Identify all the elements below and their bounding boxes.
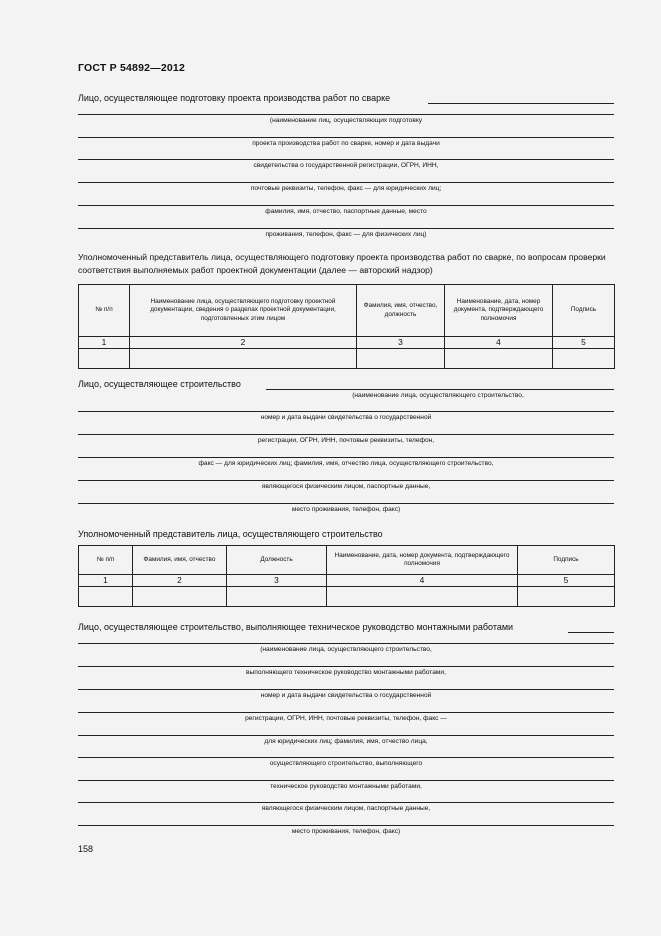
table-header-cell: № п/п (79, 285, 130, 337)
fill-line[interactable] (78, 689, 614, 690)
table-header-cell: Фамилия, имя, отчество, должность (357, 285, 445, 337)
column-number-cell: 4 (327, 575, 518, 587)
section3-label: Лицо, осуществляющее строительство (78, 379, 241, 389)
section5-label: Лицо, осуществляющее строительство, выполняющее техническое руководство монтажными работами (78, 622, 514, 632)
empty-cell[interactable] (518, 587, 615, 607)
column-number-cell: 5 (553, 337, 615, 349)
column-number-cell: 1 (79, 337, 130, 349)
empty-cell[interactable] (133, 587, 227, 607)
page-number: 158 (78, 844, 94, 854)
field-caption: (наименование лица, осуществляющего строительство, (260, 646, 432, 653)
fill-line[interactable] (78, 666, 614, 667)
document-header: ГОСТ Р 54892—2012 (78, 62, 186, 74)
empty-cell[interactable] (130, 349, 357, 369)
section4-label: Уполномоченный представитель лица, осуществляющего строительство (78, 529, 383, 539)
field-caption: почтовые реквизиты, телефон, факс — для юридических лиц; (250, 185, 442, 192)
fill-line[interactable] (78, 780, 614, 781)
supervision-table (78, 284, 615, 369)
field-caption: место проживания, телефон, факс) (291, 506, 401, 513)
fill-line[interactable] (78, 159, 614, 160)
builder-representative-table (78, 545, 615, 607)
column-number-cell: 2 (130, 337, 357, 349)
field-caption: регистрации, ОГРН, ИНН, почтовые реквизиты, телефон, (257, 437, 435, 444)
empty-cell[interactable] (445, 349, 553, 369)
section3-fill-line[interactable] (266, 389, 614, 390)
table-header-cell: Фамилия, имя, отчество (133, 546, 227, 575)
column-number-cell: 3 (227, 575, 327, 587)
table-header-cell: Наименование лица, осуществляющего подготовку проектной документации, сведения о разделах проектной документации, подготовленных этим лицом (130, 285, 357, 337)
field-caption: регистрации, ОГРН, ИНН, почтовые реквизиты, телефон, факс — (245, 715, 447, 722)
table-header-cell: Наименование, дата, номер документа, подтверждающего полномочия (445, 285, 553, 337)
table-header-cell: Подпись (518, 546, 615, 575)
section5-fill-line[interactable] (568, 632, 614, 633)
fill-line[interactable] (78, 643, 614, 644)
fill-line[interactable] (78, 757, 614, 758)
fill-line[interactable] (78, 480, 614, 481)
fill-line[interactable] (78, 825, 614, 826)
field-caption: проживания, телефон, факс — для физических лиц) (265, 231, 427, 238)
field-caption: осуществляющего строительство, выполняющего (269, 760, 423, 767)
fill-line[interactable] (78, 457, 614, 458)
field-caption: номер и дата выдачи свидетельства о государственной (260, 414, 432, 421)
fill-line[interactable] (78, 712, 614, 713)
field-caption: техническое руководство монтажными работами, (270, 783, 422, 790)
column-number-cell: 2 (133, 575, 227, 587)
field-caption: проекта производства работ по сварке, номер и дата выдачи (252, 140, 440, 147)
field-caption: являющегося физическим лицом, паспортные данные, (261, 805, 431, 812)
field-caption: являющегося физическим лицом, паспортные данные, (261, 483, 431, 490)
fill-line[interactable] (78, 411, 614, 412)
fill-line[interactable] (78, 503, 614, 504)
fill-line[interactable] (78, 735, 614, 736)
field-caption: свидетельства о государственной регистрации, ОГРН, ИНН, (253, 162, 439, 169)
field-caption: место проживания, телефон, факс) (291, 828, 401, 835)
empty-cell[interactable] (79, 587, 133, 607)
empty-cell[interactable] (79, 349, 130, 369)
fill-line[interactable] (78, 228, 614, 229)
table-header-cell: № п/п (79, 546, 133, 575)
author-supervision-paragraph: Уполномоченный представитель лица, осуществляющего подготовку проекта производства работ по сварке, по вопросам проверки соответствия выполняемых работ проектной документации (далее — авторский надзор) (78, 252, 606, 275)
empty-cell[interactable] (227, 587, 327, 607)
field-caption: для юридических лиц; фамилия, имя, отчество лица, (264, 738, 428, 745)
field-caption: факс — для юридических лиц; фамилия, имя, отчество лица, осуществляющего строительство, (198, 460, 494, 467)
section1-label: Лицо, осуществляющее подготовку проекта производства работ по сварке (78, 93, 391, 103)
field-caption: (наименование лиц, осуществляющих подготовку (269, 117, 423, 124)
field-caption: (наименование лица, осуществляющего строительство, (352, 392, 524, 399)
field-caption: номер и дата выдачи свидетельства о государственной (260, 692, 432, 699)
empty-cell[interactable] (553, 349, 615, 369)
fill-line[interactable] (78, 114, 614, 115)
fill-line[interactable] (78, 137, 614, 138)
fill-line[interactable] (78, 802, 614, 803)
column-number-cell: 3 (357, 337, 445, 349)
table-header-cell: Подпись (553, 285, 615, 337)
column-number-cell: 4 (445, 337, 553, 349)
empty-cell[interactable] (357, 349, 445, 369)
column-number-cell: 1 (79, 575, 133, 587)
fill-line[interactable] (78, 182, 614, 183)
field-caption: выполняющего техническое руководство монтажными работами, (246, 669, 446, 676)
section1-fill-line[interactable] (428, 103, 614, 104)
field-caption: фамилия, имя, отчество, паспортные данные, место (265, 208, 427, 215)
table-header-cell: Наименование, дата, номер документа, подтверждающего полномочия (327, 546, 518, 575)
column-number-cell: 5 (518, 575, 615, 587)
table-header-cell: Должность (227, 546, 327, 575)
fill-line[interactable] (78, 434, 614, 435)
empty-cell[interactable] (327, 587, 518, 607)
fill-line[interactable] (78, 205, 614, 206)
